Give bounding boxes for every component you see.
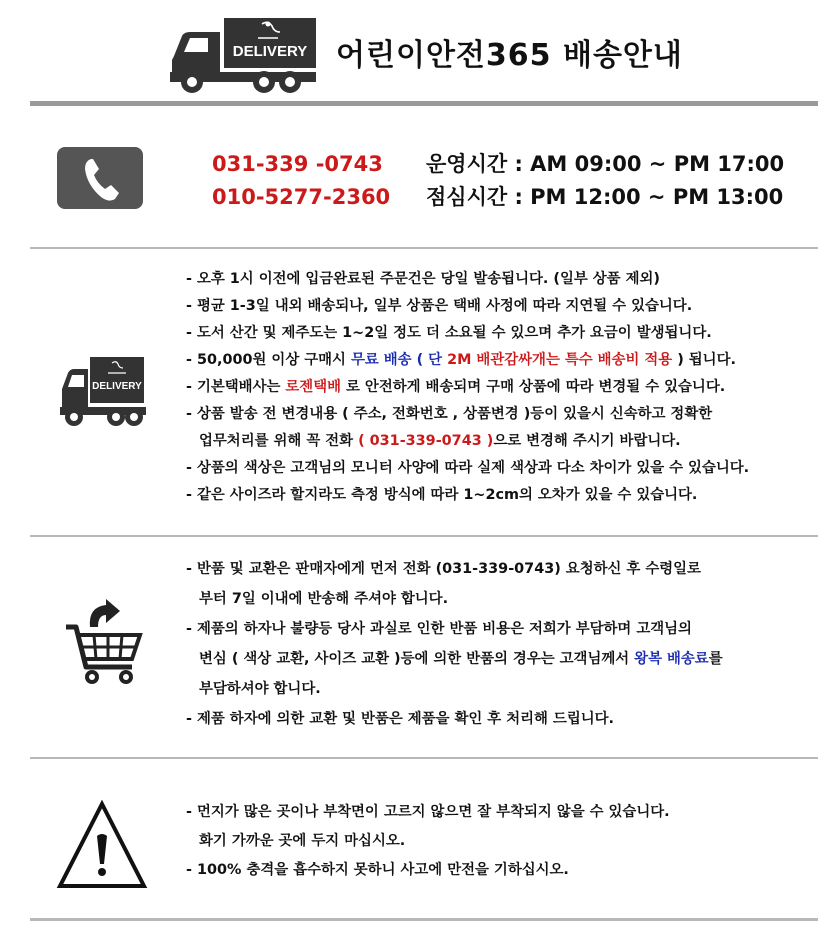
- list-item: 업무처리를 위해 꼭 전화 ( 031-339-0743 )으로 변경해 주시기 바랍니다.: [199, 433, 681, 449]
- list-item: - 상품의 색상은 고객님의 모니터 사양에 따라 실제 색상과 다소 차이가 있을 수 있습니다.: [186, 460, 750, 476]
- list-item: 변심 ( 색상 교환, 사이즈 교환 )등에 의한 반품의 경우는 고객님께서 왕복 배송료를: [199, 651, 723, 667]
- list-item: - 제품의 하자나 불량등 당사 과실로 인한 반품 비용은 저희가 부담하며 고객님의: [186, 621, 692, 637]
- page-header: [0, 0, 834, 100]
- round-trip-fee-text: 왕복 배송료: [634, 651, 709, 667]
- page-title: 어린이안전365 배송안내: [336, 38, 683, 73]
- shipping-info-list: [186, 266, 749, 509]
- list-item: - 50,000원 이상 구매시 무료 배송 ( 단 2M 배관감싸개는 특수 배송비 적용 ) 됩니다.: [186, 352, 736, 368]
- phone-number[interactable]: 031-339 -0743: [212, 152, 383, 176]
- list-item: - 같은 사이즈라 할지라도 측정 방식에 따라 1~2cm의 오차가 있을 수 있습니다.: [186, 487, 698, 503]
- caution-info-list: [186, 798, 670, 885]
- divider: [30, 757, 818, 759]
- phone-number[interactable]: ( 031-339-0743 ): [358, 433, 494, 449]
- divider: [30, 918, 818, 921]
- truck-logo-text: DELIVERY: [92, 381, 142, 392]
- list-item: - 반품 및 교환은 판매자에게 먼저 전화 (031-339-0743) 요청하신 후 수령일로: [186, 561, 701, 577]
- courier-name: 로젠택배: [285, 379, 342, 395]
- list-item: - 기본택배사는 로젠택배 로 안전하게 배송되며 구매 상품에 따라 변경될 수 있습니다.: [186, 379, 726, 395]
- delivery-truck-icon: [60, 355, 146, 429]
- free-shipping-text: 무료 배송 ( 단: [350, 352, 448, 368]
- operating-hours: 운영시간 : AM 09:00 ~ PM 17:00: [426, 152, 785, 176]
- return-info-list: [186, 554, 723, 734]
- divider: [30, 535, 818, 537]
- list-item: - 먼지가 많은 곳이나 부착면이 고르지 않으면 잘 부착되지 않을 수 있습니다.: [186, 804, 670, 820]
- list-item: - 100% 충격을 흡수하지 못하니 사고에 만전을 기하십시오.: [186, 862, 569, 878]
- list-item: 화기 가까운 곳에 두지 마십시오.: [199, 833, 406, 849]
- phone-number[interactable]: 010-5277-2360: [212, 185, 391, 209]
- list-item: - 제품 하자에 의한 교환 및 반품은 제품을 확인 후 처리해 드립니다.: [186, 711, 614, 727]
- list-item: 부담하셔야 합니다.: [199, 681, 321, 697]
- divider: [30, 101, 818, 106]
- phone-icon: [57, 147, 143, 209]
- return-cart-icon: [64, 597, 144, 689]
- special-fee-text: 2M 배관감싸개는 특수 배송비 적용: [447, 352, 673, 368]
- list-item: - 도서 산간 및 제주도는 1~2일 정도 더 소요될 수 있으며 추가 요금이 발생됩니다.: [186, 325, 712, 341]
- truck-logo-text: DELIVERY: [232, 43, 308, 60]
- divider: [30, 247, 818, 249]
- delivery-truck-icon: [168, 16, 318, 96]
- list-item: - 상품 발송 전 변경내용 ( 주소, 전화번호 , 상품변경 )등이 있을시 신속하고 정확한: [186, 406, 713, 422]
- list-item: 부터 7일 이내에 반송해 주셔야 합니다.: [199, 591, 449, 607]
- list-item: - 오후 1시 이전에 입금완료된 주문건은 당일 발송됩니다. (일부 상품 제외): [186, 271, 660, 287]
- warning-icon: [56, 800, 148, 892]
- business-hours: [426, 148, 784, 214]
- phone-numbers: [212, 148, 390, 214]
- list-item: - 평균 1-3일 내외 배송되나, 일부 상품은 택배 사정에 따라 지연될 수 있습니다.: [186, 298, 693, 314]
- lunch-hours: 점심시간 : PM 12:00 ~ PM 13:00: [426, 185, 784, 209]
